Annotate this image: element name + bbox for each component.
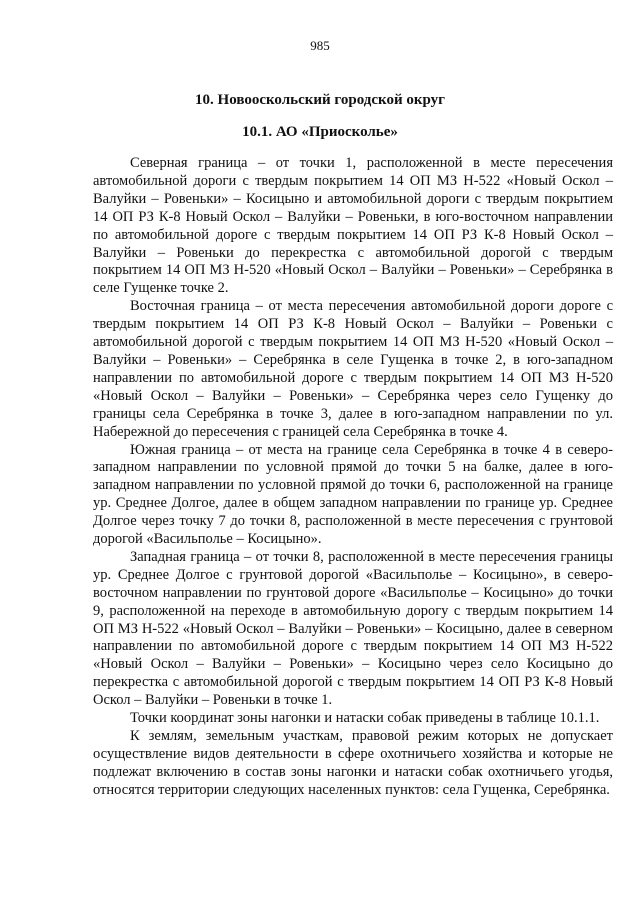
page-number: 985 [310,38,330,53]
paragraph-north-boundary: Северная граница – от точки 1, расположенной в месте пересечения автомобильной дороги с твердым покрытием 14 ОП МЗ Н-522 «Новый Оскол – Валуйки – Ровеньки» – Косицыно и автомобильной дороги с твердым покрытием 14 ОП РЗ К-8 Новый Оскол – Валуйки – Ровеньки, в юго-восточном направлении по автомобильной дороге с твердым покрытием 14 ОП РЗ К-8 Новый Оскол – Валуйки – Ровеньки до перекрестка с автомобильной дорогой с твердым покрытием 14 ОП МЗ Н-520 «Новый Оскол – Валуйки – Ровеньки» – Серебрянка в селе Гущенке точке 2. [93,155,613,297]
paragraph-south-boundary: Южная граница – от места на границе села Серебрянка в точке 4 в северо-западном направлении по условной прямой до точки 5 на балке, далее в юго-западном направлении по условной прямой до точки 6, расположенной на границе ур. Среднее Долгое, далее в общем западном направлении по границе ур. Среднее Долгое через точку 7 до точки 8, расположенной в месте пересечения с грунтовой дорогой «Васильполье – Косицыно». [93,441,613,548]
section-title: 10. Новооскольский городской округ [195,92,445,108]
paragraph-excluded-lands: К землям, земельным участкам, правовой режим которых не допускает осуществление видов деятельности в сфере охотничьего хозяйства и которые не подлежат включению в состав зоны нагонки и натаски собак охотничьего угодья, относятся территории следующих населенных пунктов: села Гущенка, Серебрянка. [93,728,613,798]
subsection-title: 10.1. АО «Приосколье» [242,124,398,140]
paragraph-west-boundary: Западная граница – от точки 8, расположенной в месте пересечения границы ур. Среднее Долгое с грунтовой дорогой «Васильполье – Косицыно», в северо-восточном направлении по грунтовой дороге «Васильполье – Косицыно» до точки 9, расположенной на переходе в автомобильную дорогу с твердым покрытием 14 ОП МЗ Н-522 «Новый Оскол – Валуйки – Ровеньки» – Косицыно, далее в северном направлении по автомобильной дороге с твердым покрытием 14 ОП МЗ Н-522 «Новый Оскол – Валуйки – Ровеньки» – Косицыно через село Косицыно до перекрестка с автомобильной дорогой с твердым покрытием 14 ОП РЗ К-8 Новый Оскол – Валуйки – Ровеньки в точке 1. [93,548,613,709]
paragraph-east-boundary: Восточная граница – от места пересечения автомобильной дороги дороге с твердым покрытием 14 ОП РЗ К-8 Новый Оскол – Валуйки – Ровеньки с автомобильной дорогой с твердым покрытием 14 ОП МЗ Н-520 «Новый Оскол – Валуйки – Ровеньки» – Серебрянка в селе Гущенка в точке 2, в юго-западном направлении по автомобильной дороге с твердым покрытием 14 ОП МЗ Н-520 «Новый Оскол – Валуйки – Ровеньки» – Серебрянка через село Гущенку до границы села Серебрянка в точке 3, далее в юго-западном направлении по ул. Набережной до пересечения с границей села Серебрянка в точке 4. [93,298,613,440]
document-body [93,155,613,800]
paragraph-coordinates-note: Точки координат зоны нагонки и натаски собак приведены в таблице 10.1.1. [130,710,600,727]
